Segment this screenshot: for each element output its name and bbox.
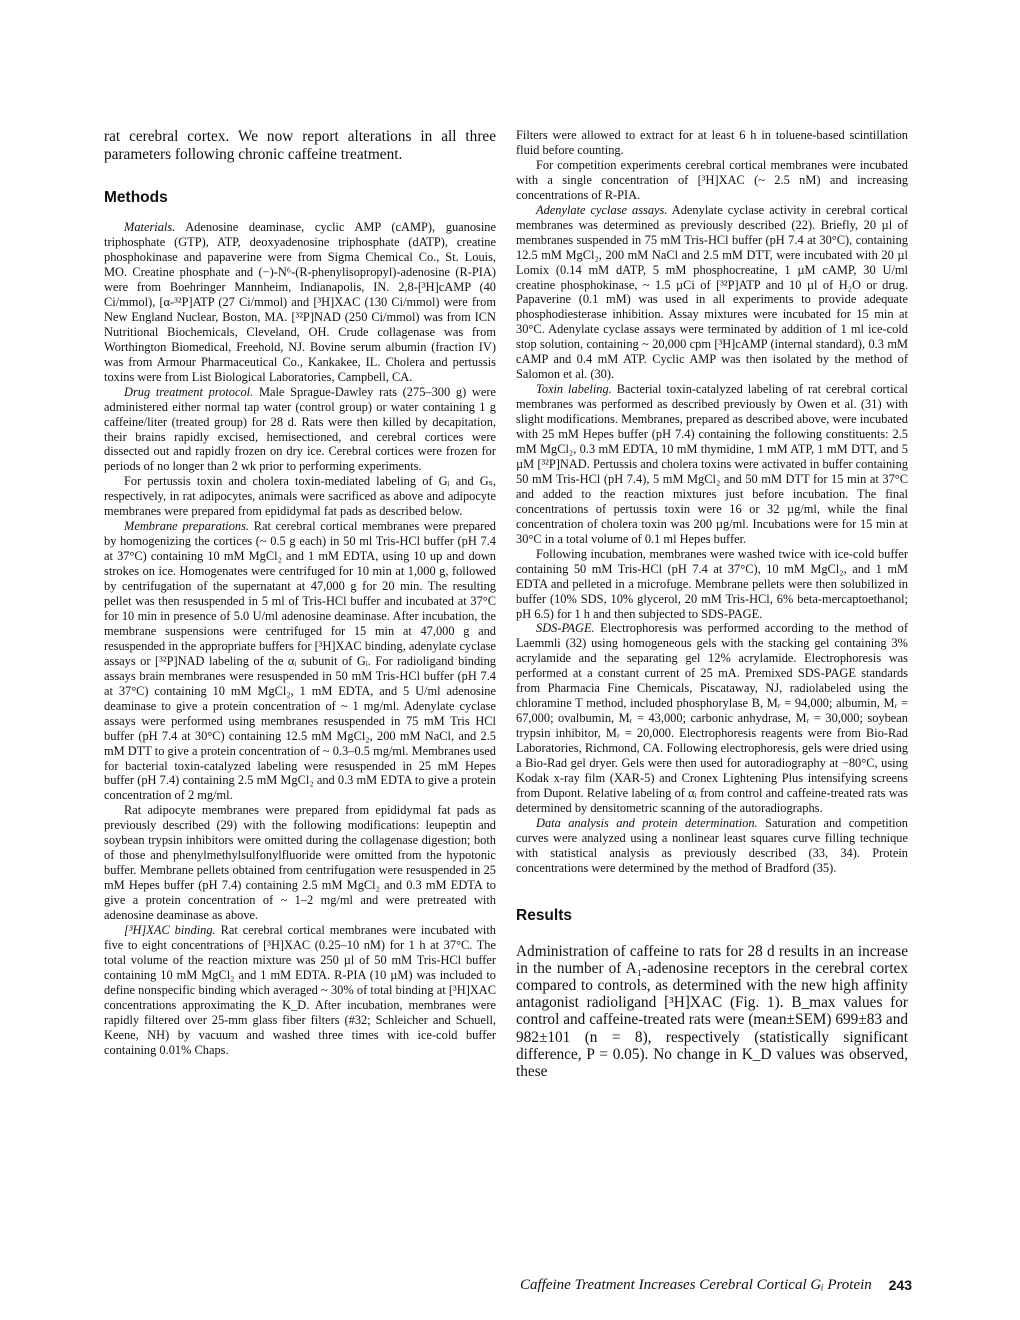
page-number: 243: [888, 1277, 912, 1293]
intro-paragraph: rat cerebral cortex. We now report alterations in all three parameters following chronic caffeine treatment.: [104, 128, 496, 163]
page-footer: [520, 1277, 912, 1294]
toxin-text: Bacterial toxin-catalyzed labeling of rat cerebral cortical membranes was performed as described previously by Owen et al. (31) with slight modifications. Membranes, prepared as described above, were incubated with 25 mM Hepes buffer (pH 7.4) containing the following constituents: 2.5 mM MgCl₂, 0.3 mM EDTA, 10 mM thymidine, 1 mM ATP, 1 mM DTT, and 5 µM [³²P]NAD. Pertussis and cholera toxins were activated in buffer containing 50 mM Tris-HCl (pH 7.4), 5 mM MgCl₂ and 50 mM DTT for 15 min at 37°C and added to the reaction mixtures just before incubation. The final concentrations of pertussis toxin were 16 or 32 µg/ml, while the final concentration of cholera toxin was 200 µg/ml. Incubations were for 15 min at 30°C in a total volume of 0.1 ml Hepes buffer.: [516, 382, 908, 546]
xac-binding-paragraph: [104, 923, 496, 1058]
sds-text: Electrophoresis was performed according to the method of Laemmli (32) using homogeneous gels with the stacking gel containing 3% acrylamide and the separating gel 12% acrylamide. Electrophoresis was performed at a constant current of 25 mA. Premixed SDS-PAGE standards from Pharmacia Fine Chemicals, Piscataway, NJ, radiolabeled using the chloramine T method, included phosphorylase B, Mᵣ = 94,000; albumin, Mᵣ = 67,000; ovalbumin, Mᵣ = 43,000; carbonic anhydrase, Mᵣ = 30,000; soybean trypsin inhibitor, Mᵣ = 20,000. Electrophoresis reagents were from Bio-Rad Laboratories, Richmond, CA. Following electrophoresis, gels were dried using a Bio-Rad gel dryer. Gels were then used for autoradiography at −80°C, using Kodak x-ray film (XAR-5) and Cronex Lightening Plus intensifying screens from Dupont. Relative labeling of αᵢ from control and caffeine-treated rats was determined by densitometric scanning of the autoradiographs.: [516, 621, 908, 815]
adenylate-text: Adenylate cyclase activity in cerebral cortical membranes was determined as previously described (22). Briefly, 20 µl of membranes suspended in 75 mM Tris-HCl buffer (pH 7.4 at 30°C), containing 12.5 mM MgCl₂, 200 mM NaCl and 2.5 mM DTT, were incubated with 20 µl Lomix (0.14 mM dATP, 5 mM phosphocreatine, 1 µM cAMP, 30 U/ml creatine phosphokinase, ~ 1.5 µCi of [³²P]ATP and 10 µl of H₂O or drug. Papaverine (0.1 mM) was used in all experiments to provide adequate phosphodiesterase inhibition. Assay mixtures were incubated for 15 min at 30°C. Adenylate cyclase assays were terminated by addition of 1 ml ice-cold stop solution, containing ~ 20,000 cpm [³H]cAMP (internal standard), 0.3 mM cAMP and 0.4 mM ATP. Cyclic AMP was then isolated by the method of Salomon et al. (30).: [516, 202, 908, 382]
filters-paragraph: Filters were allowed to extract for at least 6 h in toluene-based scintillation fluid before counting.: [516, 128, 908, 157]
sds-paragraph: [516, 621, 908, 815]
membrane-text: Rat cerebral cortical membranes were prepared by homogenizing the cortices (~ 0.5 g each) in 50 ml Tris-HCl buffer (pH 7.4 at 37°C) containing 10 mM MgCl₂ and 1 mM EDTA, using 10 up and down strokes on ice. Homogenates were centrifuged for 10 min at 1,000 g, followed by centrifugation of the supernatant at 47,000 g for 20 min. The resulting pellet was then resuspended in 5 ml of Tris-HCl buffer and incubated at 37°C for 10 min in presence of 5.0 U/ml adenosine deaminase. After incubation, the membrane suspensions were centrifuged for 15 min at 47,000 g and resuspended in the appropriate buffers for [³H]XAC binding, adenylate cyclase assays or [³²P]NAD labeling of the αᵢ subunit of Gᵢ. For radioligand binding assays brain membranes were resuspended in 50 mM Tris-HCl buffer (pH 7.4 at 37°C) containing 10 mM MgCl₂, 1 mM EDTA, and 5 U/ml adenosine deaminase to give a protein concentration of ~ 1 mg/ml. Adenylate cyclase assays were performed using membranes resuspended in 75 mM Tris HCl buffer (pH 7.4 at 30°C) containing 12.5 mM MgCl₂, 200 mM NaCl, and 2.5 mM DTT to give a protein concentration of ~ 0.3–0.5 mg/ml. Membranes used for bacterial toxin-catalyzed labeling were resuspended in 25 mM Hepes buffer (pH 7.4) containing 2.5 mM MgCl₂ and 0.3 mM EDTA to give a protein concentration of 2 mg/ml.: [104, 519, 496, 803]
data-analysis-subheading: Data analysis and protein determination.: [536, 815, 758, 830]
materials-subheading: Materials.: [124, 220, 176, 235]
toxin-subheading: Toxin labeling.: [536, 382, 612, 397]
running-title: Caffeine Treatment Increases Cerebral Cortical Gᵢ Protein: [520, 1277, 872, 1293]
materials-text: Adenosine deaminase, cyclic AMP (cAMP), guanosine triphosphate (GTP), ATP, deoxyadenosine triphosphate (dATP), creatine phosphokinase and papaverine were from Sigma Chemical Co., St. Louis, MO. Creatine phosphate and (−)-N⁶-(R-phenylisopropyl)-adenosine (R-PIA) were from Boehringer Mannheim, Indianapolis, IN. 2,8-[³H]cAMP (40 Ci/mmol), [α-³²P]ATP (27 Ci/mmol) and [³H]XAC (130 Ci/mmol) were from New England Nuclear, Boston, MA. [³²P]NAD (250 Ci/mmol) was from ICN Nutritional Biochemicals, Cleveland, OH. Crude collagenase was from Worthington Biomedical, Freehold, NJ. Bovine serum albumin (fraction IV) was from Armour Pharmaceutical Co., Kankakee, IL. Cholera and pertussis toxins were from List Biological Laboratories, Campbell, CA.: [104, 220, 496, 384]
toxin-paragraph: [516, 382, 908, 546]
drug-treatment-paragraph: [104, 385, 496, 475]
drug-treatment-subheading: Drug treatment protocol.: [124, 384, 254, 399]
data-analysis-paragraph: [516, 816, 908, 876]
results-heading: Results: [516, 906, 572, 924]
adenylate-subheading: Adenylate cyclase assays.: [536, 202, 668, 217]
membrane-paragraph: [104, 519, 496, 803]
membrane-subheading: Membrane preparations.: [124, 519, 250, 534]
pertussis-paragraph: For pertussis toxin and cholera toxin-mediated labeling of Gᵢ and Gₛ, respectively, in rat adipocytes, animals were sacrificed as above and adipocyte membranes were prepared from epididymal fat pads as described below.: [104, 474, 496, 519]
right-column: [516, 128, 908, 1080]
materials-paragraph: [104, 220, 496, 384]
following-paragraph: Following incubation, membranes were washed twice with ice-cold buffer containing 50 mM Tris-HCl (pH 7.4 at 37°C), 10 mM MgCl₂, and 1 mM EDTA and pelleted in a microfuge. Membrane pellets were then solubilized in buffer (10% SDS, 10% glycerol, 20 mM Tris-HCl, 6% beta-mercaptoethanol; pH 6.5) for 1 h and then subjected to SDS-PAGE.: [516, 546, 908, 621]
adenylate-paragraph: [516, 203, 908, 382]
competition-paragraph: For competition experiments cerebral cortical membranes were incubated with a single concentration of [³H]XAC (~ 2.5 nM) and increasing concentrations of R-PIA.: [516, 157, 908, 202]
sds-subheading: SDS-PAGE.: [536, 621, 595, 636]
methods-heading: Methods: [104, 189, 168, 207]
xac-binding-text: Rat cerebral cortical membranes were incubated with five to eight concentrations of [³H]XAC (0.25–10 nM) for 1 h at 37°C. The total volume of the reaction mixture was 250 µl of 50 mM Tris-HCl buffer containing 10 mM MgCl₂ and 1 mM EDTA. R-PIA (10 µM) was included to define nonspecific binding which averaged ~ 30% of total binding at [³H]XAC concentrations approximating the K_D. After incubation, membranes were rapidly filtered over 25-mm glass fiber filters (#32; Schleicher and Schuell, Keene, NH) by vacuum and washed three times with ice-cold buffer containing 0.01% Chaps.: [104, 922, 496, 1057]
drug-treatment-text: Male Sprague-Dawley rats (275–300 g) were administered either normal tap water (control group) or water containing 1 g caffeine/liter (treated group) for 28 d. Rats were then killed by decapitation, their brains rapidly excised, hemisectioned, and cerebral cortices were dissected out and rapidly frozen on dry ice. Cerebral cortices were frozen for periods of no longer than 2 wk prior to performing experiments.: [104, 384, 496, 474]
data-analysis-text: Saturation and competition curves were analyzed using a nonlinear least squares curve filling technique with statistical analysis as previously described (33, 34). Protein concentrations were determined by the method of Bradford (35).: [516, 815, 908, 875]
left-column: [104, 128, 496, 1058]
adipocyte-paragraph: Rat adipocyte membranes were prepared from epididymal fat pads as previously described (29) with the following modifications: leupeptin and soybean trypsin inhibitors were omitted during the collagenase digestion; both of those and phenylmethylsulfonylfluoride were omitted from the hypotonic buffer. Membrane pellets obtained from centrifugation were resuspended in 25 mM Hepes buffer (pH 7.4) containing 2.5 mM MgCl₂ and 0.3 mM EDTA to give a protein concentration of ~ 1–2 mg/ml and were pretreated with adenosine deaminase as above.: [104, 803, 496, 923]
results-paragraph: Administration of caffeine to rats for 28 d results in an increase in the number of A₁-adenosine receptors in the cerebral cortex compared to controls, as determined with the new high affinity antagonist radioligand [³H]XAC (Fig. 1). B_max values for control and caffeine-treated rats were (mean±SEM) 699±83 and 982±101 (n = 8), respectively (statistically significant difference, P = 0.05). No change in K_D values was observed, these: [516, 942, 908, 1081]
xac-binding-subheading: [³H]XAC binding.: [124, 922, 216, 937]
